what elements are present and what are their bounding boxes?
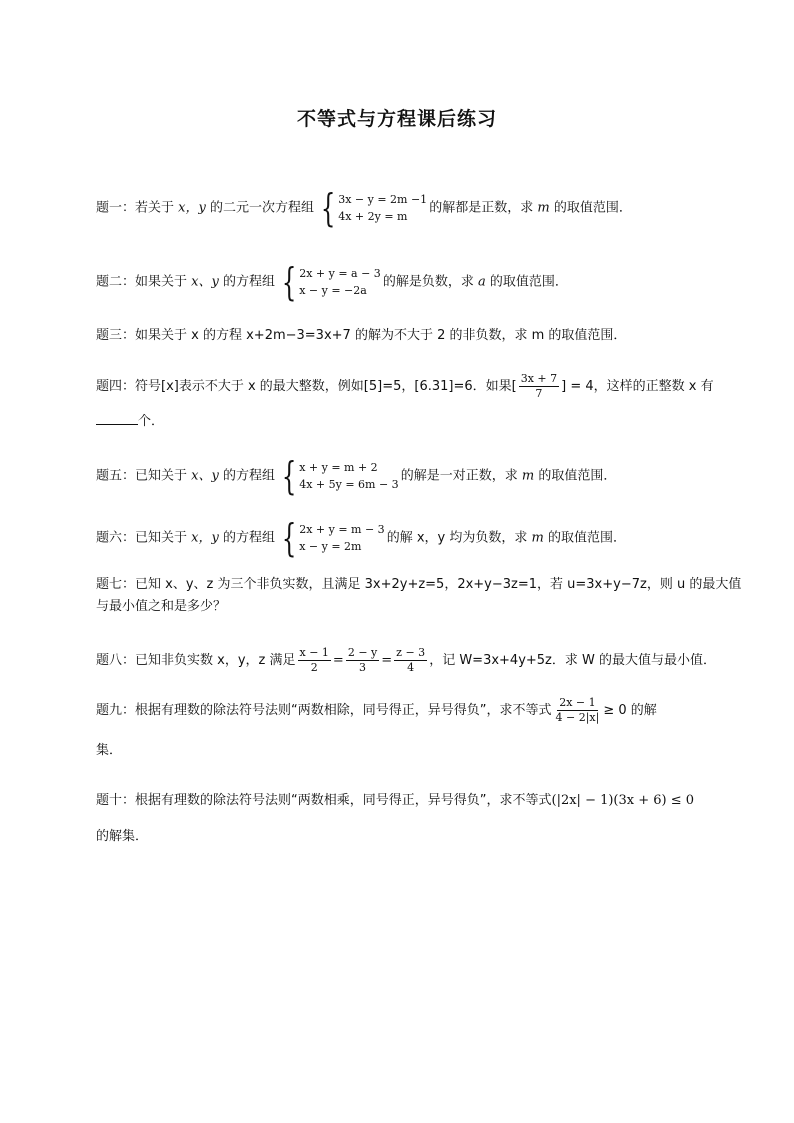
problem-text: 的方程组 <box>223 274 276 290</box>
problem-10 <box>96 790 706 812</box>
problem-9 <box>96 696 706 725</box>
problem-text: 已知关于 <box>135 530 188 546</box>
denominator: 4 <box>407 661 415 674</box>
fraction <box>519 372 559 401</box>
fraction <box>346 646 379 675</box>
problem-label: 题五： <box>96 468 136 484</box>
problem-text: 的解是一对正数，求 <box>400 468 518 484</box>
fraction <box>554 696 602 725</box>
numerator: 3x + 7 <box>520 372 558 385</box>
problem-text: 的方程组 <box>223 530 276 546</box>
problem-text: 若关于 <box>135 200 175 216</box>
problem-text: ] = 4，这样的正整数 x 有 <box>561 379 714 394</box>
page-title: 不等式与方程课后练习 <box>296 108 497 130</box>
problem-1 <box>96 186 706 230</box>
problem-4 <box>96 372 714 401</box>
denominator: 3 <box>359 661 367 674</box>
problem-text: 的解集． <box>96 829 149 844</box>
equation-2: 4x + 5y = 6m − 3 <box>299 478 399 491</box>
problem-text: 的取值范围． <box>547 530 626 546</box>
problem-text: 与最小值之和是多少？ <box>96 599 227 614</box>
brace-symbol: { <box>281 516 297 560</box>
inequality-expression: (|2x| − 1)(3x + 6) ≤ 0 <box>551 793 695 808</box>
equation-2: x − y = 2m <box>299 540 362 553</box>
fraction <box>394 646 427 675</box>
variable-m: m <box>521 468 535 484</box>
problem-label: 题一： <box>96 200 136 216</box>
equation-system <box>277 454 399 498</box>
problem-text: 的解是负数，求 <box>382 274 474 290</box>
problem-text: ，记 W=3x+4y+5z．求 W 的最大值与最小值． <box>429 653 716 668</box>
problem-text: 的取值范围． <box>538 468 617 484</box>
numerator: z − 3 <box>396 646 426 659</box>
equals-sign: = <box>332 653 344 668</box>
problem-text: 的取值范围． <box>489 274 568 290</box>
problem-label: 题九： <box>96 703 136 718</box>
problem-label: 题三： <box>96 328 136 343</box>
problem-text: 符号[x]表示不大于 x 的最大整数，例如[5]=5，[6.31]=6．如果[ <box>135 379 517 394</box>
problem-text: 根据有理数的除法符号法则“两数相除，同号得正，异号得负”，求不等式 <box>135 703 552 718</box>
denominator: 4 − 2|x| <box>555 711 600 724</box>
problem-2 <box>96 260 706 304</box>
problem-7-line2 <box>96 596 706 618</box>
equation-system <box>316 186 428 230</box>
problem-text: 如果关于 <box>135 274 188 290</box>
problem-label: 题七： <box>96 577 136 592</box>
denominator: 7 <box>535 387 543 400</box>
numerator: x − 1 <box>299 646 329 659</box>
variables: x，y <box>191 530 219 546</box>
denominator: 2 <box>310 661 318 674</box>
variable-m: m <box>531 530 544 546</box>
numerator: 2 − y <box>347 646 378 659</box>
problem-6 <box>96 516 706 560</box>
equation-1: x + y = m + 2 <box>299 461 378 474</box>
equation-1: 3x − y = 2m −1 <box>338 193 428 206</box>
equation-1: 2x + y = a − 3 <box>299 267 381 280</box>
brace-symbol: { <box>281 454 297 498</box>
equation-system <box>277 260 381 304</box>
fraction <box>298 646 331 675</box>
problem-text: 的取值范围． <box>553 200 632 216</box>
problem-text: 集． <box>96 743 123 758</box>
brace-symbol: { <box>281 260 297 304</box>
equals-sign: = <box>381 653 393 668</box>
problem-text: 已知关于 <box>135 468 188 484</box>
variables: x、y <box>191 468 219 484</box>
numerator: 2x − 1 <box>559 696 596 709</box>
problem-10-line2 <box>96 826 706 848</box>
problem-text: 的方程组 <box>223 468 276 484</box>
problem-4-line2 <box>96 410 706 433</box>
problem-text: ≥ 0 的解 <box>603 703 657 718</box>
problem-label: 题二： <box>96 274 136 290</box>
problem-text: 如果关于 x 的方程 x+2m−3=3x+7 的解为不大于 2 的非负数，求 m 的取值范围． <box>135 328 627 343</box>
problem-3 <box>96 325 706 347</box>
problem-label: 题八： <box>96 653 136 668</box>
problem-label: 题六： <box>96 530 136 546</box>
problem-7 <box>96 574 742 596</box>
variable-m: m <box>537 200 550 216</box>
equation-system <box>277 516 385 560</box>
problem-label: 题十： <box>96 793 136 808</box>
problem-5 <box>96 454 706 498</box>
variable-a: a <box>477 274 486 290</box>
problem-text: 的解 x，y 均为负数，求 <box>386 530 528 546</box>
equation-2: 4x + 2y = m <box>338 210 408 223</box>
answer-blank[interactable] <box>96 410 138 425</box>
problem-text: 的二元一次方程组 <box>210 200 315 216</box>
problem-8 <box>96 646 716 675</box>
variables: x、y <box>191 274 219 290</box>
problem-text: 的解都是正数，求 <box>429 200 534 216</box>
problem-text: 根据有理数的除法符号法则“两数相乘，同号得正，异号得负”，求不等式 <box>135 793 552 808</box>
problem-text: 个． <box>138 414 165 429</box>
variables: x，y <box>178 200 206 216</box>
brace-symbol: { <box>320 186 336 230</box>
equation-1: 2x + y = m − 3 <box>299 523 385 536</box>
problem-text: 已知非负实数 x，y，z 满足 <box>135 653 296 668</box>
problem-label: 题四： <box>96 379 136 394</box>
problem-text: 已知 x、y、z 为三个非负实数，且满足 3x+2y+z=5，2x+y−3z=1，若 u=3x+y−7z，则 u 的最大值 <box>135 577 742 592</box>
equation-2: x − y = −2a <box>299 284 367 297</box>
problem-9-line2 <box>96 740 706 762</box>
